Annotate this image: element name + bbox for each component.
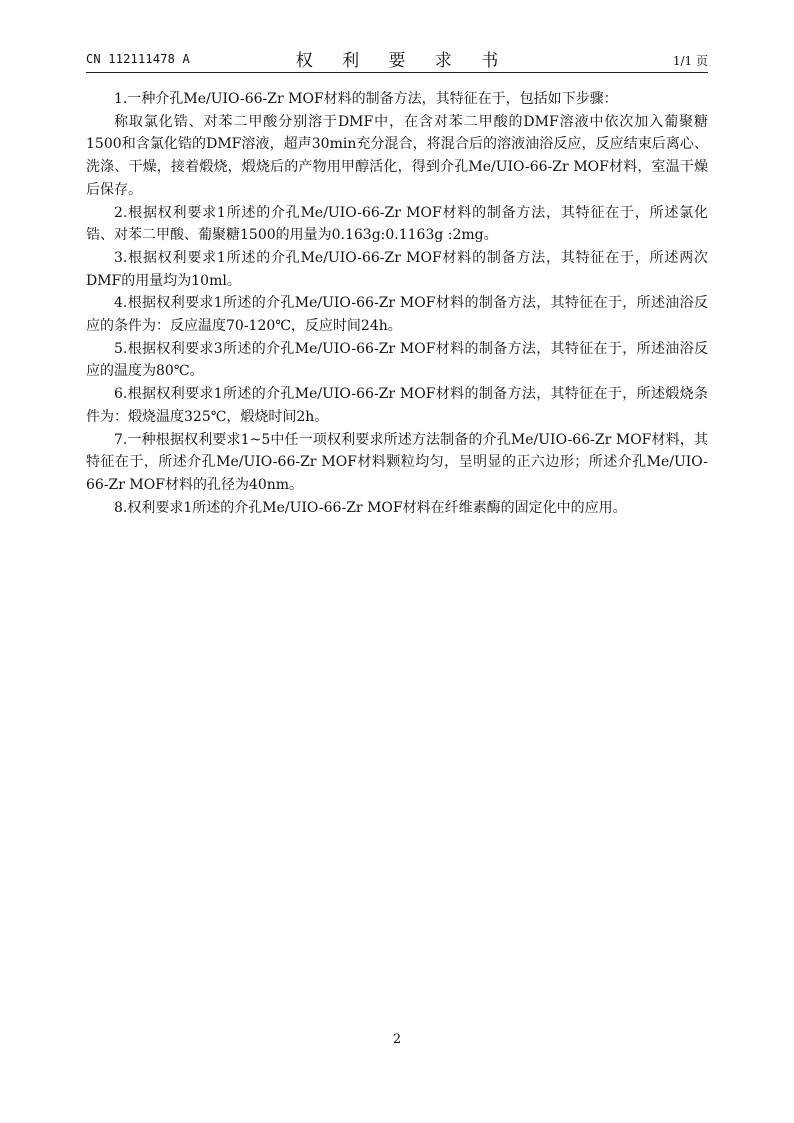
claim-paragraph: 1.一种介孔Me/UIO-66-Zr MOF材料的制备方法，其特征在于，包括如下步骤： [114, 91, 618, 107]
document-title: 权 利 要 求 书 [295, 51, 511, 71]
claim-paragraph: 2.根据权利要求1所述的介孔Me/UIO-66-Zr MOF材料的制备方法，其特征在于，所述氯化锆、对苯二甲酸、葡聚糖1500的用量为0.163g:0.1163g :2mg。 [86, 204, 708, 244]
claim-paragraph: 8.权利要求1所述的介孔Me/UIO-66-Zr MOF材料在纤维素酶的固定化中的应用。 [114, 499, 627, 516]
document-id: CN 112111478 A [86, 52, 190, 66]
claim-paragraph: 3.根据权利要求1所述的介孔Me/UIO-66-Zr MOF材料的制备方法，其特征在于，所述两次DMF的用量均为10ml。 [86, 249, 708, 289]
claim-paragraph: 称取氯化锆、对苯二甲酸分别溶于DMF中，在含对苯二甲酸的DMF溶液中依次加入葡聚糖1500和含氯化锆的DMF溶液，超声30min充分混合，将混合后的溶液油浴反应，反应结束后离心、洗涤、干燥，接着煅烧，煅烧后的产物用甲醇活化，得到介孔Me/UIO-66-Zr MOF材料，室温干燥后保存。 [86, 113, 708, 198]
header-divider [86, 72, 708, 73]
claim-paragraph: 5.根据权利要求3所述的介孔Me/UIO-66-Zr MOF材料的制备方法，其特征在于，所述油浴反应的温度为80℃。 [86, 340, 708, 380]
claim-paragraph: 6.根据权利要求1所述的介孔Me/UIO-66-Zr MOF材料的制备方法，其特征在于，所述煅烧条件为：煅烧温度325℃，煅烧时间2h。 [86, 386, 708, 425]
claim-paragraph: 4.根据权利要求1所述的介孔Me/UIO-66-Zr MOF材料的制备方法，其特征在于，所述油浴反应的条件为：反应温度70-120℃，反应时间24h。 [86, 295, 708, 335]
page-number: 2 [392, 1032, 402, 1047]
page-count: 1/1 页 [672, 54, 708, 68]
page-header [86, 46, 708, 71]
claims-body [86, 88, 708, 519]
claim-paragraph: 7.一种根据权利要求1~5中任一项权利要求所述方法制备的介孔Me/UIO-66-Zr MOF材料，其特征在于，所述介孔Me/UIO-66-Zr MOF材料颗粒均匀，呈明显的正六边形；所述介孔Me/UIO-66-Zr MOF材料的孔径为40nm。 [86, 431, 708, 493]
